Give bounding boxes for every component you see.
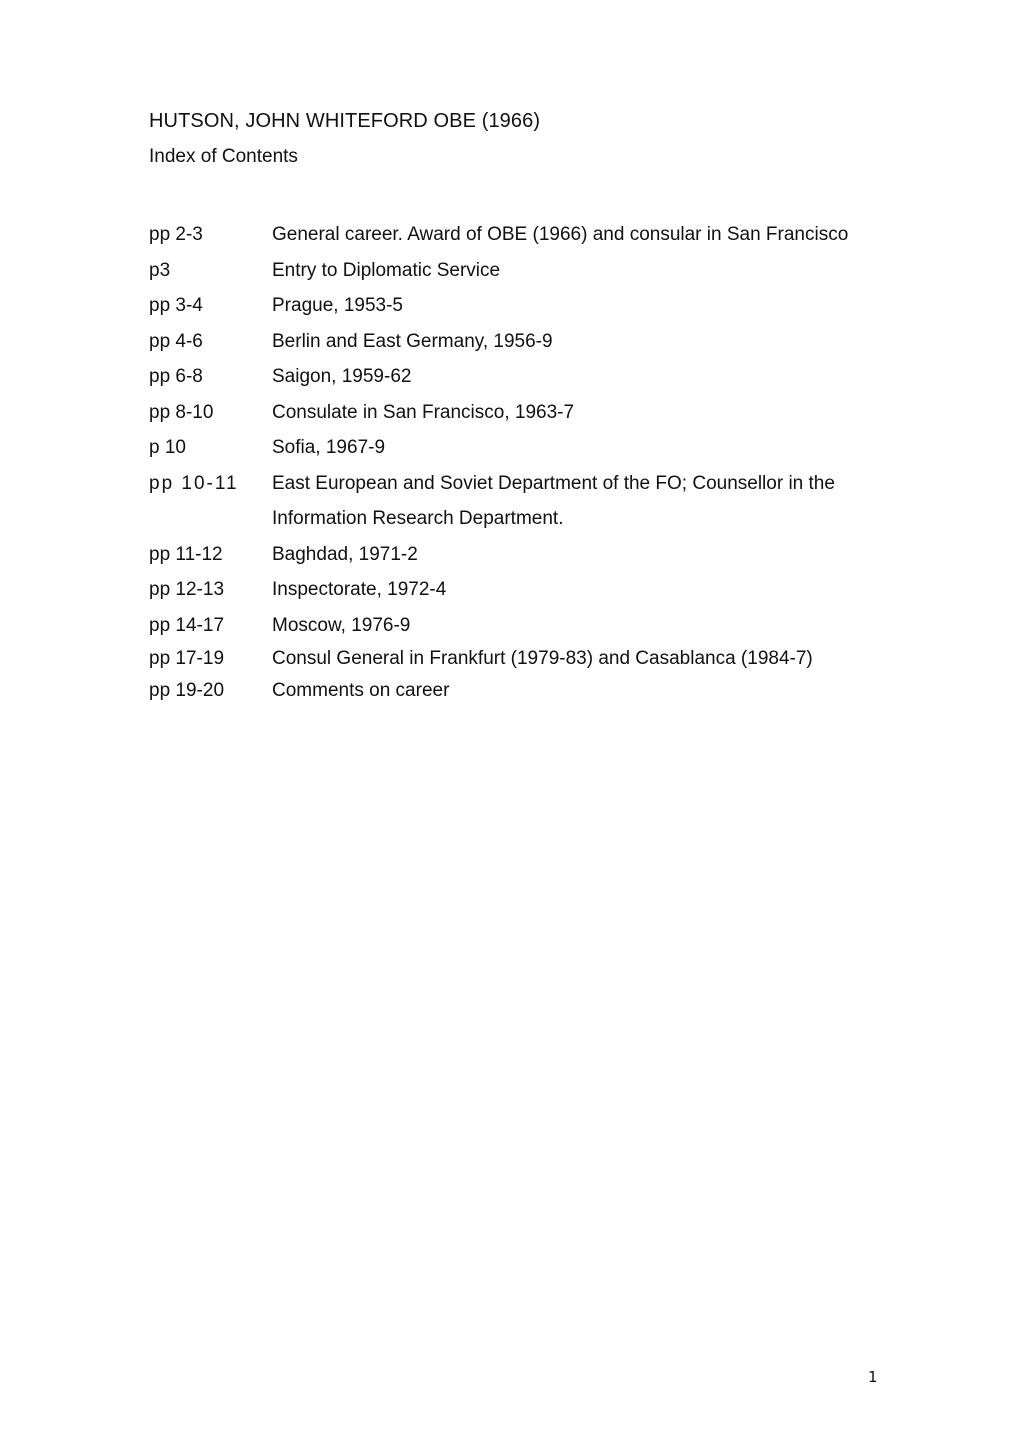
toc-page-range: pp 4-6	[149, 330, 203, 352]
toc-entry	[149, 572, 889, 608]
toc-page-range: pp 17-19	[149, 648, 225, 669]
toc-description	[272, 537, 889, 573]
toc-entry	[149, 359, 889, 395]
contents-index	[149, 217, 889, 707]
toc-description	[272, 430, 889, 466]
toc-entry	[149, 288, 889, 324]
toc-entry	[149, 395, 889, 431]
toc-description	[272, 395, 889, 431]
toc-entry	[149, 430, 889, 466]
toc-description	[272, 608, 889, 644]
toc-description-line: East European and Soviet Department of the FO; Counsellor in the	[272, 472, 835, 494]
toc-description-line: Information Research Department.	[272, 508, 564, 529]
toc-description	[272, 253, 889, 289]
toc-description-line: Moscow, 1976-9	[272, 614, 411, 636]
toc-description	[272, 217, 889, 253]
toc-page-range: pp 10-11	[149, 472, 239, 494]
toc-description	[272, 324, 889, 360]
toc-page-range: p3	[149, 259, 171, 281]
toc-entry	[149, 537, 889, 573]
toc-description-line: General career. Award of OBE (1966) and consular in San Francisco	[272, 224, 849, 245]
toc-page-range: pp 2-3	[149, 224, 203, 245]
toc-entry	[149, 643, 889, 675]
toc-entry	[149, 675, 889, 707]
document-subtitle: Index of Contents	[149, 146, 298, 167]
toc-page-range: p 10	[149, 437, 186, 458]
toc-description	[272, 359, 889, 395]
toc-page-range: pp 14-17	[149, 614, 225, 636]
toc-description	[272, 288, 889, 324]
toc-description-line: Comments on career	[272, 680, 450, 701]
toc-description	[272, 466, 889, 537]
toc-entry	[149, 324, 889, 360]
toc-description-line: Baghdad, 1971-2	[272, 543, 418, 565]
toc-entry	[149, 253, 889, 289]
toc-page-range: pp 3-4	[149, 295, 203, 316]
toc-description-line: Inspectorate, 1972-4	[272, 579, 447, 600]
toc-description-line: Entry to Diplomatic Service	[272, 259, 501, 281]
toc-description	[272, 572, 889, 608]
toc-description	[272, 675, 889, 707]
toc-description-line: Saigon, 1959-62	[272, 366, 412, 387]
toc-description-line: Consulate in San Francisco, 1963-7	[272, 401, 575, 423]
toc-description-line: Berlin and East Germany, 1956-9	[272, 330, 553, 352]
document-title: HUTSON, JOHN WHITEFORD OBE (1966)	[149, 110, 541, 132]
toc-page-range: pp 8-10	[149, 401, 214, 423]
toc-page-range: pp 12-13	[149, 579, 225, 600]
toc-description-line: Consul General in Frankfurt (1979-83) and Casablanca (1984-7)	[272, 648, 813, 669]
toc-page-range: pp 6-8	[149, 366, 203, 387]
toc-description-line: Sofia, 1967-9	[272, 437, 386, 458]
toc-entry	[149, 608, 889, 644]
toc-entry	[149, 217, 889, 253]
toc-entry	[149, 466, 889, 537]
toc-page-range: pp 19-20	[149, 680, 225, 701]
toc-description-line: Prague, 1953-5	[272, 295, 403, 316]
toc-page-range: pp 11-12	[149, 543, 223, 565]
toc-description	[272, 643, 889, 675]
page-number: 1	[868, 1368, 878, 1386]
